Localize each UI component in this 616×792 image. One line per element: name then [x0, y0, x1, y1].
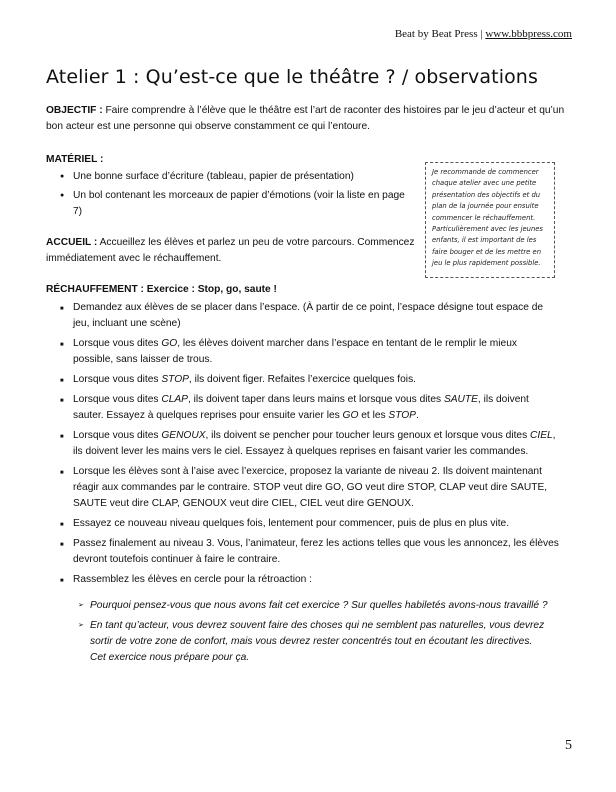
list-item: ➢ En tant qu’acteur, vous devrez souvent faire des choses qui ne semblent pas naturelles, vous devrez sortir de votre zone de confort, mais vous devrez rester concentrés tout en écoutant les directives. Cet exercice nous prépare pour ça. — [80, 618, 550, 666]
publisher-name: Beat by Beat Press | — [394, 28, 486, 40]
item-text: et les — [358, 410, 389, 421]
objective-text: Faire comprendre à l’élève que le théâtre est l’art de raconter des histoires par le jeu d’acteur et qu’un bon acteur est une personne qui observe constamment ce qui l’entoure. — [46, 105, 565, 132]
command-word: GO — [161, 338, 178, 349]
list-item — [60, 392, 560, 424]
command-word: SAUTE — [443, 394, 478, 405]
page-header — [395, 28, 572, 40]
list-item — [60, 372, 560, 388]
item-text: Lorsque vous dites — [73, 374, 162, 385]
rechauffement-list — [60, 300, 560, 592]
command-word: CLAP — [161, 394, 188, 405]
list-item: ● Un bol contenant les morceaux de papier d’émotions (voir la liste en page 7) — [60, 188, 415, 220]
list-item — [60, 300, 560, 332]
accueil-paragraph — [46, 235, 416, 267]
item-text: , ils doivent lever les mains vers le ciel. Essayez à quelques reprises en faisant varier les commandes. — [73, 430, 556, 457]
publisher-link[interactable]: www.bbbpress.com — [485, 28, 572, 40]
list-item — [60, 336, 560, 368]
list-item — [60, 464, 560, 512]
list-item — [60, 572, 560, 588]
list-item: ● Une bonne surface d’écriture (tableau, papier de présentation) — [60, 169, 415, 185]
page-title: Atelier 1 : Qu’est-ce que le théâtre ? / observations — [46, 66, 538, 88]
command-word: STOP — [161, 374, 189, 385]
item-text: Lorsque vous dites — [73, 430, 162, 441]
item-text: , ils doivent figer. Refaites l’exercice quelques fois. — [188, 374, 416, 385]
list-item — [60, 516, 560, 532]
side-note-box: Je recommande de commencer chaque atelier avec une petite présentation des objectifs et du plan de la journée pour ensuite commencer le réchauffement. Particulièrement avec les jeunes enfants, il est important de les faire bouger et de les mettre en jeu le plus rapidement possible. — [425, 162, 555, 278]
command-word: STOP — [388, 410, 416, 421]
item-text: Demandez aux élèves de se placer dans l’espace. (À partir de ce point, l’espace désigne tout espace de jeu, incluant une scène) — [73, 302, 544, 329]
item-text: Passez finalement au niveau 3. Vous, l’animateur, ferez les actions telles que vous les annoncez, les élèves devront toutefois continuer à faire le contraire. — [73, 538, 559, 565]
command-word: GENOUX — [161, 430, 206, 441]
item-text: Rassemblez les élèves en cercle pour la rétroaction : — [73, 574, 312, 585]
item-text: , les élèves doivent marcher dans l’espace en tentant de le remplir le mieux possible, sans laisser de trous. — [73, 338, 517, 365]
command-word: GO — [342, 410, 359, 421]
item-text: Lorsque les élèves sont à l’aise avec l’exercice, proposez la variante de niveau 2. Ils doivent maintenant réagir aux commandes par le contraire. STOP veut dire GO, GO veut dire STOP, CLAP veut dire SAUTE, SAUTE veut dire CLAP, GENOUX veut dire CIEL, CIEL veut dire GENOUX. — [73, 466, 548, 509]
rechauffement-heading: RÉCHAUFFEMENT : Exercice : Stop, go, saute ! — [46, 284, 277, 295]
item-text: . — [415, 410, 419, 421]
accueil-text: Accueillez les élèves et parlez un peu de votre parcours. Commencez immédiatement avec le réchauffement. — [46, 237, 415, 264]
item-text: , ils doivent taper dans leurs mains et lorsque vous dites — [187, 394, 444, 405]
objective-label: OBJECTIF : — [46, 105, 103, 116]
materiel-list — [60, 169, 415, 223]
item-text: Lorsque vous dites — [73, 338, 162, 349]
page-number: 5 — [565, 738, 572, 753]
materiel-heading: MATÉRIEL : — [46, 154, 104, 165]
item-text: Lorsque vous dites — [73, 394, 162, 405]
command-word: CIEL — [530, 430, 553, 441]
list-item — [60, 536, 560, 568]
item-text: , ils doivent sauter. Essayez à quelques reprises pour ensuite varier les — [73, 394, 529, 421]
list-item: ➢ Pourquoi pensez-vous que nous avons fait cet exercice ? Sur quelles habiletés avons-nous travaillé ? — [80, 598, 550, 614]
accueil-label: ACCUEIL : — [46, 237, 98, 248]
retroaction-list — [80, 598, 550, 670]
list-item — [60, 428, 560, 460]
item-text: , ils doivent se pencher pour toucher leurs genoux et lorsque vous dites — [205, 430, 531, 441]
item-text: Essayez ce nouveau niveau quelques fois, lentement pour commencer, puis de plus en plus vite. — [73, 518, 510, 529]
objective-paragraph — [46, 103, 566, 135]
